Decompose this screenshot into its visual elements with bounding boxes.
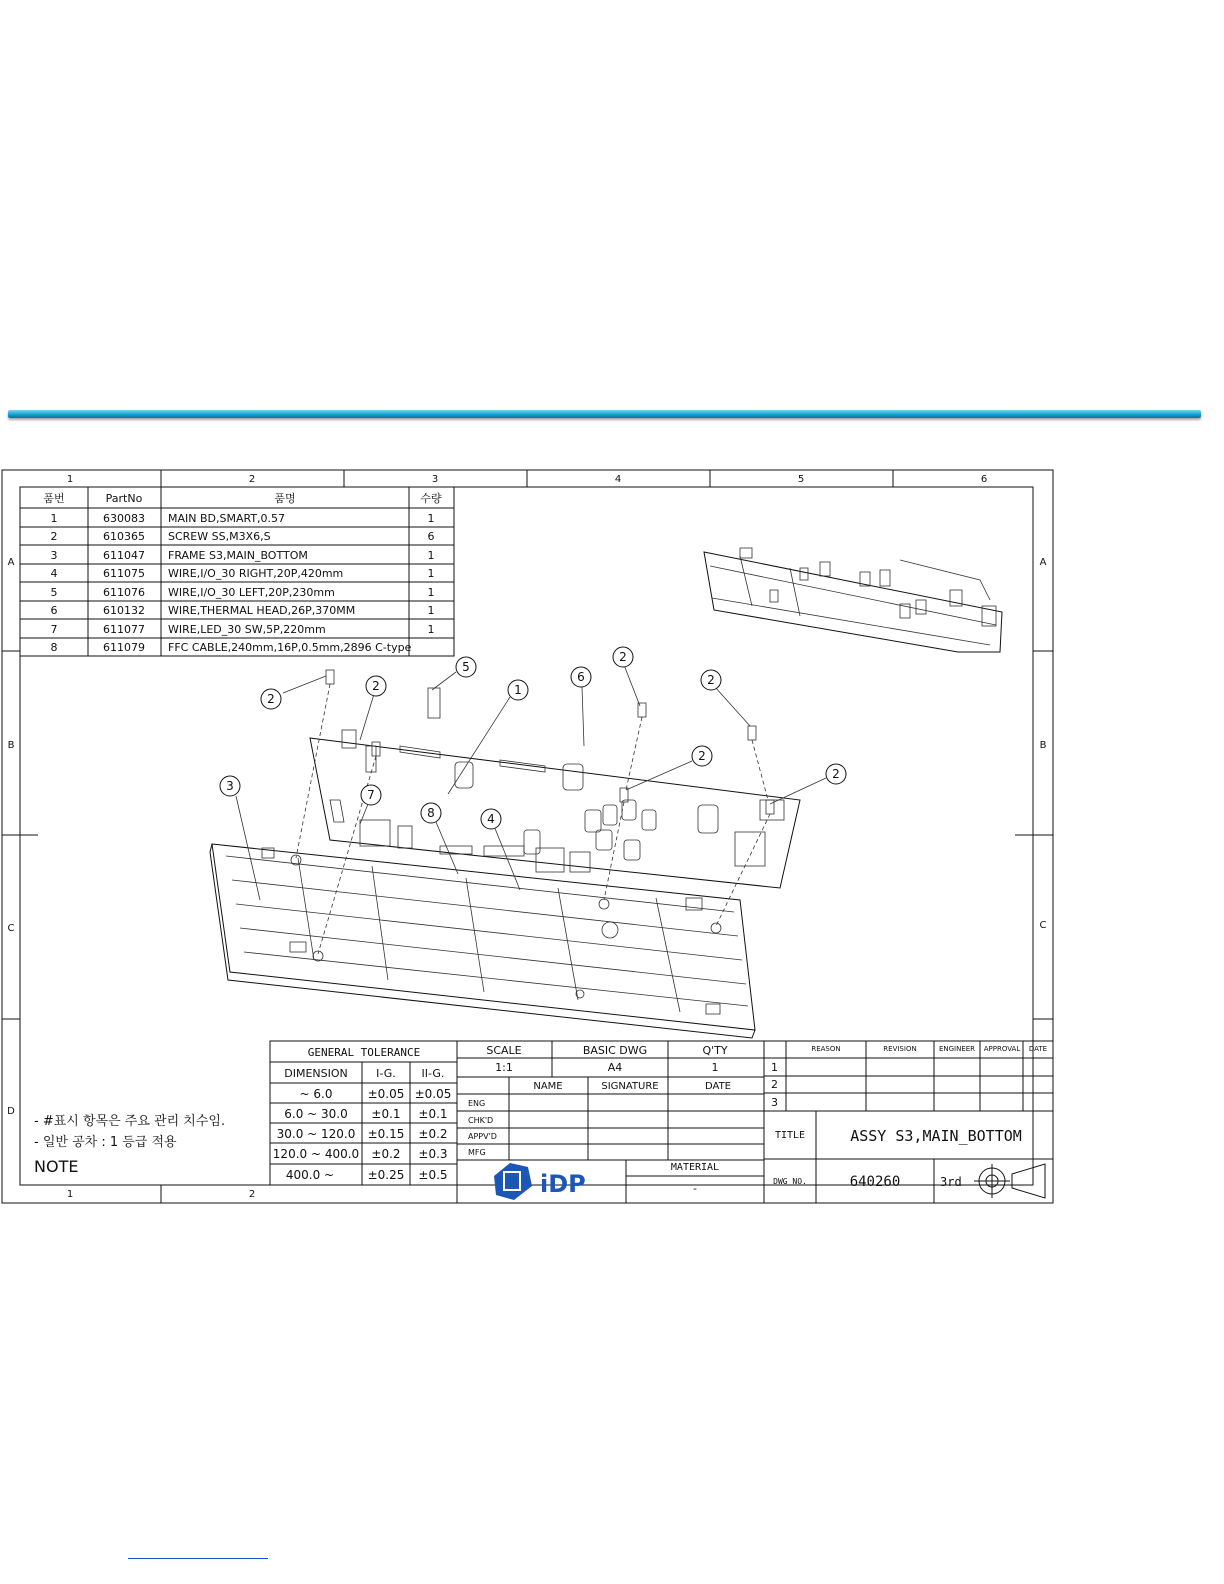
balloon-2-f xyxy=(826,764,846,784)
svg-text:±0.5: ±0.5 xyxy=(418,1168,448,1182)
bom-cell: 630083 xyxy=(103,512,145,525)
revision-header-revision: REVISION xyxy=(883,1045,917,1053)
svg-text:2: 2 xyxy=(707,673,715,687)
bom-row xyxy=(51,530,435,543)
company-logo xyxy=(494,1163,586,1200)
svg-text:±0.25: ±0.25 xyxy=(367,1168,405,1182)
projection-angle: 3rd xyxy=(940,1175,962,1189)
bom-cell: MAIN BD,SMART,0.57 xyxy=(168,512,286,525)
balloon-4 xyxy=(481,809,501,829)
balloon-2-a xyxy=(261,689,281,709)
zone-col-5: 5 xyxy=(797,474,805,485)
logo-text: iDP xyxy=(540,1170,586,1198)
revision-row-1: 1 xyxy=(771,1061,778,1074)
revision-header-engineer: ENGINEER xyxy=(938,1045,976,1053)
sign-row-appvd: APPV'D xyxy=(468,1132,497,1141)
zone-col-2: 2 xyxy=(248,474,256,485)
bom-cell: FRAME S3,MAIN_BOTTOM xyxy=(168,549,308,562)
bom-cell: 1 xyxy=(427,567,435,580)
balloon-2-c xyxy=(613,647,633,667)
svg-text:~ 6.0: ~ 6.0 xyxy=(299,1087,333,1101)
bom-cell: 7 xyxy=(50,623,58,636)
notes xyxy=(34,1113,225,1176)
svg-text:2: 2 xyxy=(372,679,380,693)
scale-label: SCALE xyxy=(486,1044,522,1057)
bom-cell: 3 xyxy=(50,549,58,562)
dwg-no-value: 640260 xyxy=(849,1174,901,1190)
main-pcb-board xyxy=(310,730,800,888)
zone-row-a-right: A xyxy=(1039,557,1047,568)
bom-cell: 1 xyxy=(427,586,435,599)
svg-text:±0.3: ±0.3 xyxy=(418,1147,448,1161)
bom-cell: SCREW SS,M3X6,S xyxy=(168,530,271,543)
revision-row-3: 3 xyxy=(771,1096,778,1109)
svg-text:2: 2 xyxy=(698,749,706,763)
tolerance-header-iig: II-G. xyxy=(421,1067,445,1080)
tolerance-row xyxy=(300,1087,452,1101)
bom-cell: 8 xyxy=(50,641,58,654)
bom-cell: 5 xyxy=(50,586,58,599)
qty-value: 1 xyxy=(711,1061,719,1074)
tolerance-row xyxy=(286,1168,448,1182)
bom-row xyxy=(51,567,435,580)
qty-label: Q'TY xyxy=(702,1044,728,1057)
main-bottom-frame xyxy=(210,844,755,1038)
note-line-2: - 일반 공차 : 1 등급 적용 xyxy=(34,1135,177,1150)
svg-text:±0.05: ±0.05 xyxy=(414,1087,452,1101)
zone-row-d-left: D xyxy=(7,1106,15,1117)
zone-row-b-right: B xyxy=(1039,740,1047,751)
balloon-leaders xyxy=(236,665,826,900)
svg-text:2: 2 xyxy=(619,650,627,664)
footer-link-underline xyxy=(128,1558,268,1559)
tolerance-title: GENERAL TOLERANCE xyxy=(307,1046,421,1059)
svg-text:1: 1 xyxy=(514,683,522,697)
zone-col-4: 4 xyxy=(614,474,622,485)
bom-cell: 1 xyxy=(427,604,435,617)
revision-header-approval: APPROVAL xyxy=(983,1045,1021,1053)
bom-row xyxy=(51,549,435,562)
bom-cell: WIRE,I/O_30 RIGHT,20P,420mm xyxy=(168,567,344,580)
bom-cell: 1 xyxy=(427,549,435,562)
scale-value: 1:1 xyxy=(495,1061,513,1074)
balloon-5 xyxy=(456,657,476,677)
sign-header-name: NAME xyxy=(533,1081,563,1092)
svg-text:6: 6 xyxy=(577,670,585,684)
bom-cell: 611076 xyxy=(103,586,145,599)
zone-col-bottom-1: 1 xyxy=(66,1189,74,1200)
balloon-2-b xyxy=(366,676,386,696)
zone-col-labels xyxy=(67,474,987,1200)
balloon-2-e xyxy=(692,746,712,766)
svg-text:8: 8 xyxy=(427,806,435,820)
bom-cell: 611077 xyxy=(103,623,145,636)
bom-header-no: 품번 xyxy=(43,492,65,505)
bom-cell: 4 xyxy=(50,567,58,580)
tolerance-row xyxy=(273,1147,448,1161)
zone-col-6: 6 xyxy=(980,474,988,485)
svg-text:120.0 ~ 400.0: 120.0 ~ 400.0 xyxy=(272,1147,360,1161)
zone-col-bottom-2: 2 xyxy=(248,1189,256,1200)
bom-cell: 6 xyxy=(50,604,58,617)
drawing-title: ASSY S3,MAIN_BOTTOM xyxy=(850,1127,1022,1145)
svg-text:7: 7 xyxy=(367,788,375,802)
zone-row-a-left: A xyxy=(7,557,15,568)
bom-cell: 610365 xyxy=(103,530,145,543)
balloon-3 xyxy=(220,776,240,796)
bom-table xyxy=(20,487,454,656)
sign-row-eng: ENG xyxy=(468,1099,486,1108)
material-value: - xyxy=(693,1182,697,1195)
bom-cell: WIRE,THERMAL HEAD,26P,370MM xyxy=(168,604,356,617)
bom-header-qty: 수량 xyxy=(420,492,442,505)
balloon-8 xyxy=(421,803,441,823)
title-block-middle xyxy=(457,1041,764,1203)
svg-text:±0.2: ±0.2 xyxy=(418,1127,448,1141)
screws xyxy=(296,670,774,954)
bom-row xyxy=(51,623,435,636)
material-label: MATERIAL xyxy=(670,1162,720,1173)
third-angle-projection-icon xyxy=(974,1164,1045,1198)
bom-cell: 611075 xyxy=(103,567,145,580)
balloon-7 xyxy=(361,785,381,805)
bom-row xyxy=(51,641,412,654)
bom-cell: 1 xyxy=(427,623,435,636)
bom-cell: WIRE,I/O_30 LEFT,20P,230mm xyxy=(168,586,335,599)
svg-text:3: 3 xyxy=(226,779,234,793)
zone-row-c-left: C xyxy=(7,923,15,934)
svg-text:2: 2 xyxy=(832,767,840,781)
note-line-1: - #표시 항목은 주요 관리 치수임. xyxy=(34,1114,226,1129)
assembly-isometric-small xyxy=(704,548,1002,652)
bom-cell: WIRE,LED_30 SW,5P,220mm xyxy=(168,623,326,636)
dwg-no-label: DWG NO. xyxy=(773,1177,807,1186)
svg-text:2: 2 xyxy=(267,692,275,706)
basic-dwg-value: A4 xyxy=(607,1061,623,1074)
balloon-1 xyxy=(508,680,528,700)
bom-row xyxy=(51,512,435,525)
general-tolerance-table xyxy=(270,1041,457,1185)
bom-row xyxy=(51,604,435,617)
svg-text:±0.2: ±0.2 xyxy=(371,1147,401,1161)
zone-col-1: 1 xyxy=(66,474,74,485)
svg-text:±0.05: ±0.05 xyxy=(367,1087,405,1101)
bom-cell: 611047 xyxy=(103,549,145,562)
bom-header-name: 품명 xyxy=(274,492,296,505)
svg-text:±0.1: ±0.1 xyxy=(418,1107,448,1121)
bom-cell: 611079 xyxy=(103,641,145,654)
svg-text:30.0 ~ 120.0: 30.0 ~ 120.0 xyxy=(276,1127,356,1141)
tolerance-row xyxy=(284,1107,447,1121)
svg-text:±0.15: ±0.15 xyxy=(367,1127,405,1141)
title-block-right xyxy=(764,1041,1053,1203)
balloon-2-d xyxy=(701,670,721,690)
zone-row-c-right: C xyxy=(1039,920,1047,931)
svg-text:±0.1: ±0.1 xyxy=(371,1107,401,1121)
sign-row-chkd: CHK'D xyxy=(468,1116,494,1125)
revision-header-date: DATE xyxy=(1028,1045,1048,1053)
bom-cell: FFC CABLE,240mm,16P,0.5mm,2896 C-type xyxy=(168,641,412,654)
sign-header-signature: SIGNATURE xyxy=(601,1081,659,1092)
bom-cell: 610132 xyxy=(103,604,145,617)
tolerance-header-dimension: DIMENSION xyxy=(284,1067,348,1080)
svg-text:6.0 ~ 30.0: 6.0 ~ 30.0 xyxy=(284,1107,348,1121)
revision-row-2: 2 xyxy=(771,1078,778,1091)
basic-dwg-label: BASIC DWG xyxy=(582,1044,648,1057)
bom-cell: 6 xyxy=(427,530,435,543)
bom-row xyxy=(51,586,435,599)
bom-cell: 1 xyxy=(50,512,58,525)
zone-row-labels xyxy=(7,557,1046,1117)
tolerance-header-ig: I-G. xyxy=(376,1067,396,1080)
sign-header-date: DATE xyxy=(704,1081,732,1092)
svg-text:4: 4 xyxy=(487,812,495,826)
zone-col-3: 3 xyxy=(431,474,439,485)
balloon-6 xyxy=(571,667,591,687)
svg-text:5: 5 xyxy=(462,660,470,674)
bom-cell: 1 xyxy=(427,512,435,525)
note-label: NOTE xyxy=(34,1157,79,1176)
bom-cell: 2 xyxy=(50,530,58,543)
title-label: TITLE xyxy=(774,1130,806,1141)
bom-header-partno: PartNo xyxy=(105,492,143,505)
sign-row-mfg: MFG xyxy=(468,1148,486,1157)
zone-row-b-left: B xyxy=(7,740,15,751)
revision-header-reason: REASON xyxy=(811,1045,841,1053)
svg-text:400.0 ~: 400.0 ~ xyxy=(285,1168,335,1182)
